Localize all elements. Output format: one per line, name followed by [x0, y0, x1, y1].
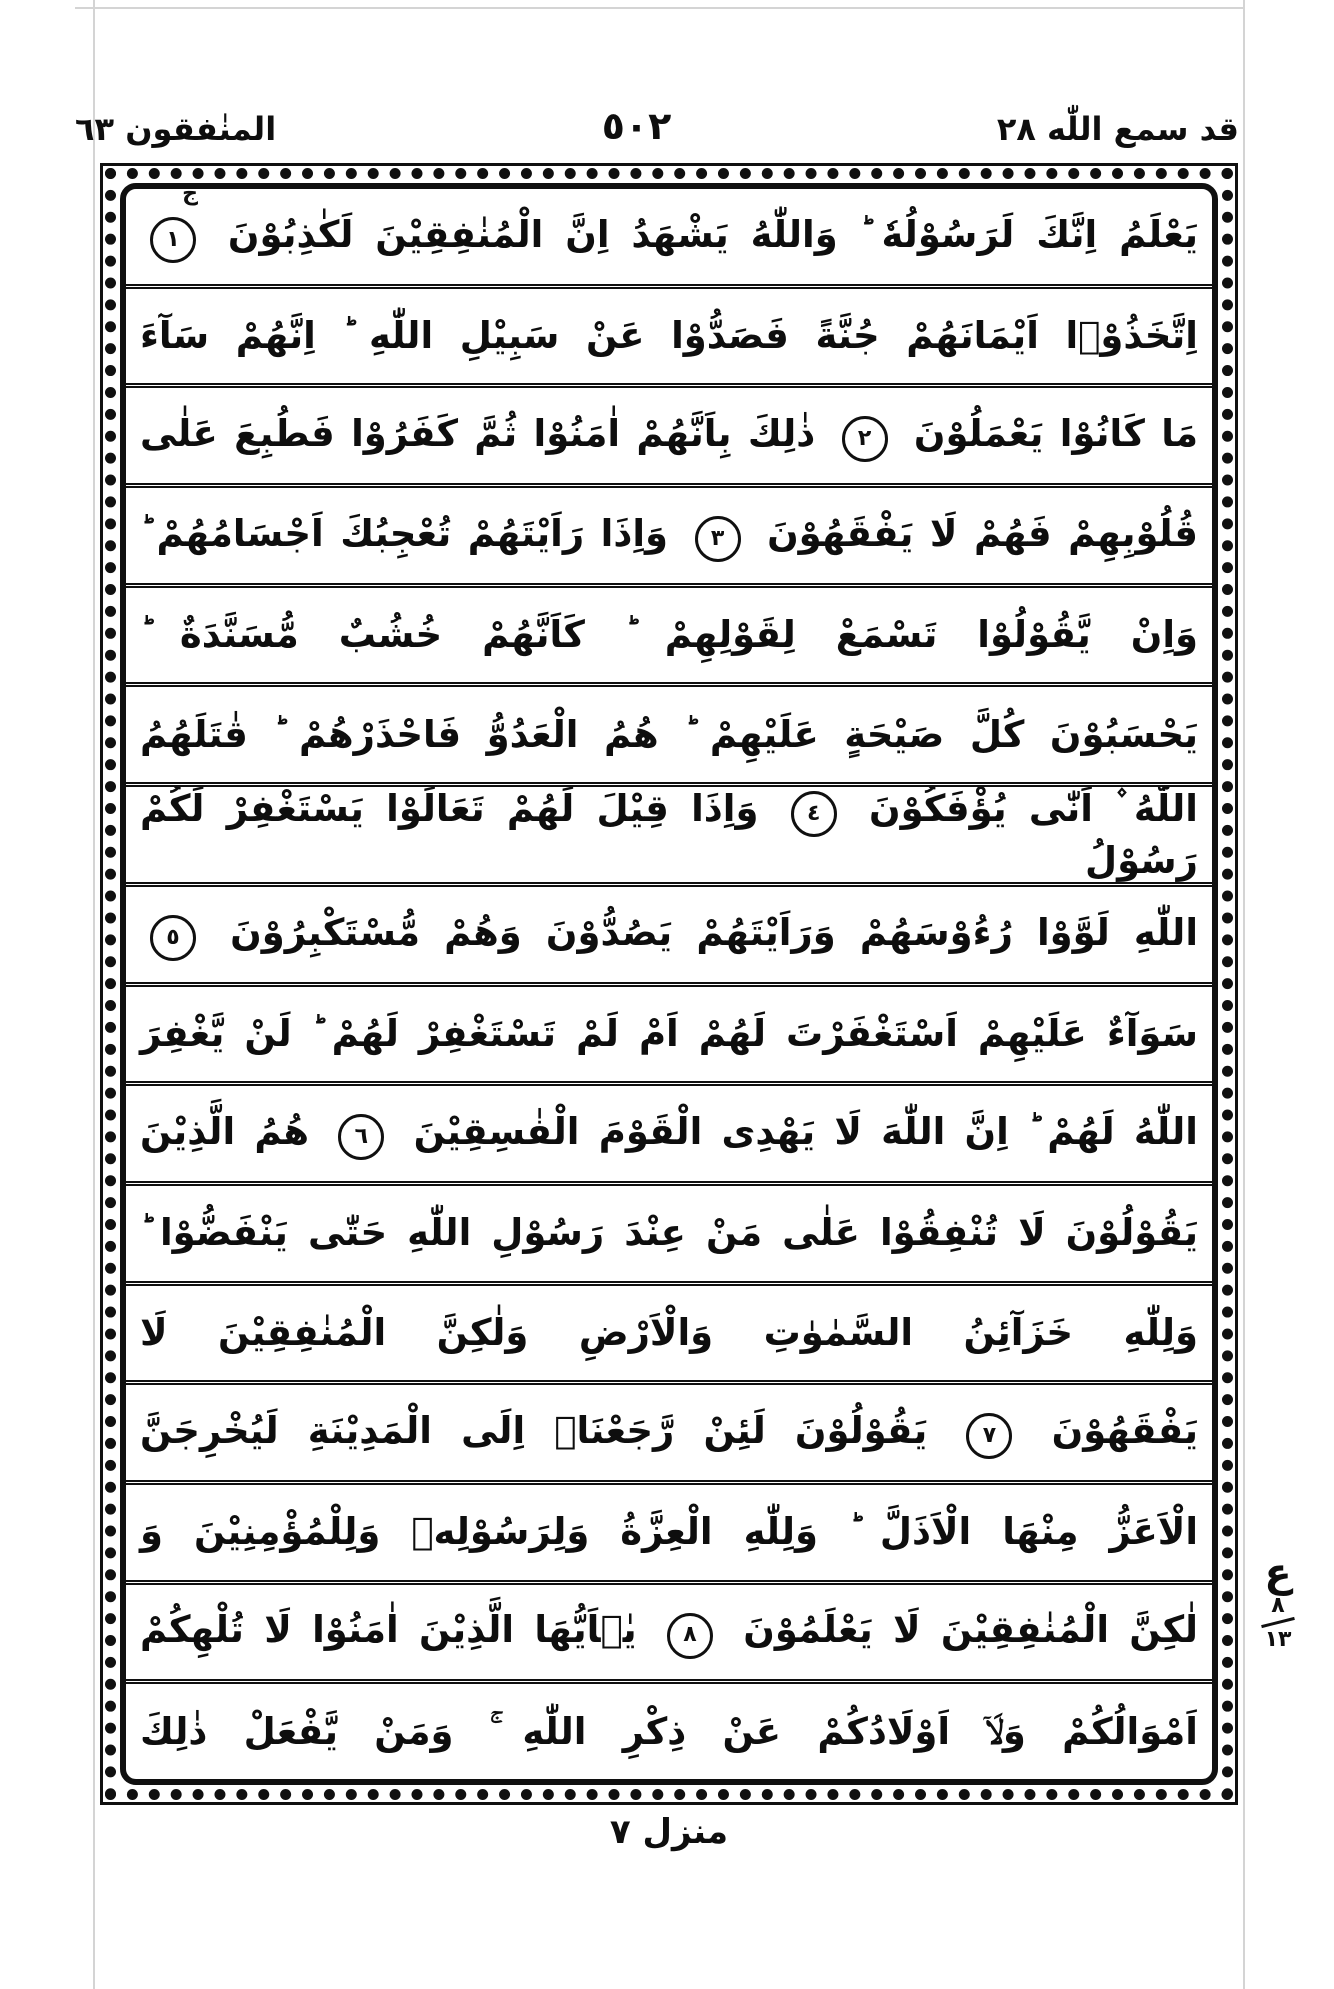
ayah-text: يَعْلَمُ اِنَّكَ لَرَسُوْلُهٗ ؕ وَاللّٰهُ يَشْهَدُ اِنَّ الْمُنٰفِقِيْنَ لَكٰذِبُوْنَ	[227, 212, 1198, 256]
quran-line-text	[140, 787, 1198, 885]
quran-line	[126, 787, 1212, 887]
quran-line-text	[140, 312, 1198, 360]
ayah-text: اللّٰهِ لَوَّوْا رُءُوْسَهُمْ وَرَاَيْتَهُمْ يَصُدُّوْنَ وَهُمْ مُّسْتَكْبِرُوْنَ	[230, 910, 1199, 954]
ayah-text: اَمْوَالُكُمْ وَلَاۤ اَوْلَادُكُمْ عَنْ ذِكْرِ اللّٰهِ ۚ وَمَنْ يَّفْعَلْ ذٰلِكَ	[140, 1709, 1198, 1753]
scan-edge-left	[93, 0, 95, 1989]
quran-line-text	[140, 1010, 1198, 1058]
quran-line	[126, 687, 1212, 787]
quran-line	[126, 1385, 1212, 1485]
ayah-end-marker	[150, 908, 196, 961]
ayah-number: ٢	[842, 416, 888, 462]
ayah-text: لٰكِنَّ الْمُنٰفِقِيْنَ لَا يَعْلَمُوْنَ	[743, 1608, 1199, 1652]
ayah-text: اللّٰهُ لَهُمْ ؕ اِنَّ اللّٰهَ لَا يَهْدِى الْقَوْمَ الْفٰسِقِيْنَ	[413, 1110, 1198, 1154]
quran-line	[126, 1684, 1212, 1779]
quran-text-block	[120, 183, 1218, 1785]
juz-label: قد سمع اللّٰه ٢٨	[996, 110, 1239, 148]
quran-line	[126, 588, 1212, 688]
ayah-text: سَوَآءٌ عَلَيْهِمْ اَسْتَغْفَرْتَ لَهُمْ اَمْ لَمْ تَسْتَغْفِرْ لَهُمْ ؕ لَنْ يَّغْفِرَ	[140, 1011, 1198, 1055]
scan-edge-right	[1243, 0, 1245, 1989]
ayah-text: مَا كَانُوْا يَعْمَلُوْنَ	[913, 412, 1199, 456]
ayah-number: ٣	[695, 516, 741, 562]
ayah-text: وَاِذَا قِيْلَ لَهُمْ تَعَالَوْا يَسْتَغْفِرْ لَكُمْ رَسُوْلُ	[140, 787, 1198, 883]
scan-edge-top	[75, 7, 1245, 9]
mushaf-frame-bead-border	[105, 168, 1233, 1800]
quran-line	[126, 189, 1212, 289]
quran-line	[126, 887, 1212, 987]
stop-mark: ج	[182, 189, 198, 206]
quran-line	[126, 1086, 1212, 1186]
quran-line-text	[140, 509, 1198, 562]
ayah-text: يَفْقَهُوْنَ	[1051, 1409, 1198, 1453]
quran-line-text	[140, 1605, 1198, 1658]
ayah-text: وَاِنْ يَّقُوْلُوْا تَسْمَعْ لِقَوْلِهِمْ ؕ كَاَنَّهُمْ خُشُبٌ مُّسَنَّدَةٌ ؕ	[140, 613, 1198, 657]
page-header	[75, 92, 1239, 148]
ruku-marker	[1248, 1552, 1308, 1651]
ayah-end-marker	[667, 1605, 713, 1658]
quran-line	[126, 987, 1212, 1087]
manzil-label: منزل ٧	[609, 1812, 729, 1852]
ayah-number: ٤	[791, 791, 837, 837]
ayah-number: ٧	[966, 1413, 1012, 1459]
ayah-number: ٨	[667, 1613, 713, 1659]
ayah-number: ٦	[338, 1114, 384, 1160]
ayah-number: ١	[150, 217, 196, 263]
quran-line-text	[140, 1508, 1198, 1556]
quran-line-text	[140, 908, 1198, 961]
ayah-text: وَلِلّٰهِ خَزَآئِنُ السَّمٰوٰتِ وَالْاَرْضِ وَلٰكِنَّ الْمُنٰفِقِيْنَ لَا	[140, 1310, 1198, 1354]
quran-line-text	[140, 611, 1198, 659]
ruku-number: ٨	[1271, 1593, 1285, 1618]
ayah-text: اللّٰهُ ۫ اَنّٰى يُؤْفَكُوْنَ	[869, 787, 1198, 830]
quran-line	[126, 1585, 1212, 1685]
quran-line-text	[140, 409, 1198, 462]
ayah-end-marker	[150, 189, 198, 263]
ayah-number: ٥	[150, 915, 196, 961]
page-number: ٥٠٢	[601, 104, 672, 148]
ayah-end-marker	[842, 409, 888, 462]
quran-line	[126, 1186, 1212, 1286]
ayah-text: وَاِذَا رَاَيْتَهُمْ تُعْجِبُكَ اَجْسَامُهُمْ ؕ	[140, 511, 669, 555]
ayah-end-marker	[791, 787, 837, 837]
ayah-end-marker	[966, 1406, 1012, 1459]
surah-label: المنٰفقون ٦٣	[75, 110, 277, 148]
ayah-text: ذٰلِكَ بِاَنَّهُمْ اٰمَنُوْا ثُمَّ كَفَرُوْا فَطُبِعَ عَلٰى	[140, 412, 816, 456]
mushaf-frame-outer	[100, 163, 1238, 1805]
ayah-text: يَقُوْلُوْنَ لَا تُنْفِقُوْا عَلٰى مَنْ عِنْدَ رَسُوْلِ اللّٰهِ حَتّٰى يَنْفَضُّوْا ؕ	[140, 1211, 1198, 1255]
quran-line	[126, 1485, 1212, 1585]
quran-line-text	[140, 1107, 1198, 1160]
quran-line-text	[140, 711, 1198, 759]
quran-line-text	[140, 1309, 1198, 1357]
ayah-text: يَحْسَبُوْنَ كُلَّ صَيْحَةٍ عَلَيْهِمْ ؕ هُمُ الْعَدُوُّ فَاحْذَرْهُمْ ؕ قٰتَلَهُمُ	[140, 712, 1198, 756]
ruku-count: ١٣	[1264, 1627, 1292, 1653]
ayah-end-marker	[695, 509, 741, 562]
ruku-letter: ع	[1264, 1550, 1292, 1596]
quran-line	[126, 388, 1212, 488]
ayah-text: الْاَعَزُّ مِنْهَا الْاَذَلَّ ؕ وَلِلّٰهِ الْعِزَّةُ وَلِرَسُوْلِهٖ وَلِلْمُؤْمِنِيْنَ وَ	[140, 1510, 1198, 1554]
ayah-end-marker	[338, 1107, 384, 1160]
ayah-text: اِتَّخَذُوْۤا اَيْمَانَهُمْ جُنَّةً فَصَدُّوْا عَنْ سَبِيْلِ اللّٰهِ ؕ اِنَّهُمْ سَآءَ	[140, 313, 1198, 357]
quran-line	[126, 289, 1212, 389]
ayah-text: يٰۤاَيُّهَا الَّذِيْنَ اٰمَنُوْا لَا تُلْهِكُمْ	[140, 1608, 637, 1652]
ayah-text: هُمُ الَّذِيْنَ	[140, 1110, 310, 1154]
quran-line-text	[140, 189, 1198, 263]
quran-line	[126, 1286, 1212, 1386]
quran-line-text	[140, 1708, 1198, 1756]
quran-line	[126, 488, 1212, 588]
ayah-text: قُلُوْبِهِمْ فَهُمْ لَا يَفْقَهُوْنَ	[767, 511, 1199, 555]
ayah-text: يَقُوْلُوْنَ لَئِنْ رَّجَعْنَاۤ اِلَى الْمَدِيْنَةِ لَيُخْرِجَنَّ	[140, 1409, 928, 1453]
quran-line-text	[140, 1209, 1198, 1257]
quran-line-text	[140, 1406, 1198, 1459]
